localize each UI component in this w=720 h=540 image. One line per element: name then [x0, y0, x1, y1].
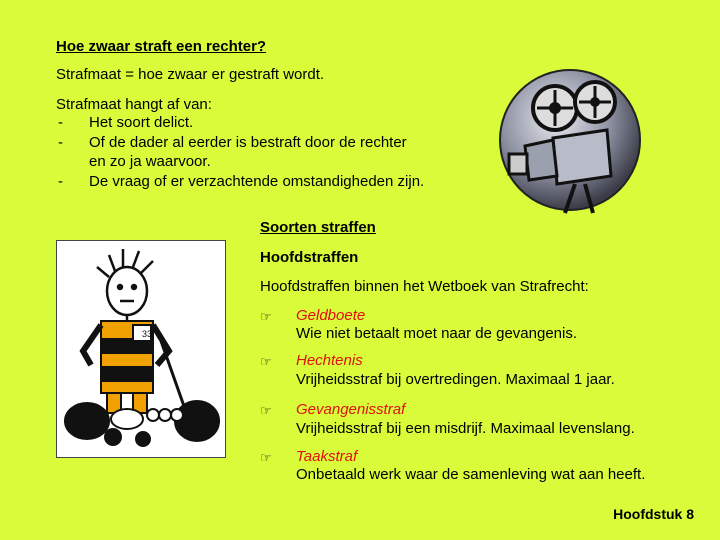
- punishment-desc: Wie niet betaalt moet naar de gevangenis.: [296, 325, 578, 342]
- punishment-desc: Onbetaald werk waar de samenleving wat aan heeft.: [296, 466, 646, 483]
- definition-text: Strafmaat = hoe zwaar er gestraft wordt.: [56, 66, 325, 83]
- film-camera-illustration: [495, 68, 645, 218]
- subsection-title: Hoofdstraffen: [260, 249, 359, 266]
- punishments-intro: Hoofdstraffen binnen het Wetboek van Strafrecht:: [260, 278, 589, 295]
- list-item-continued: en zo ja waarvoor.: [89, 153, 211, 170]
- list-dash: -: [58, 114, 63, 131]
- section-title: Soorten straffen: [260, 219, 376, 236]
- svg-text:33: 33: [142, 329, 153, 339]
- pointing-hand-icon: ☞: [260, 354, 272, 369]
- punishment-name: Taakstraf: [296, 448, 358, 465]
- pointing-hand-icon: ☞: [260, 309, 272, 324]
- depends-intro: Strafmaat hangt af van:: [56, 96, 212, 113]
- punishment-name: Geldboete: [296, 307, 366, 324]
- list-item: De vraag of er verzachtende omstandigheden zijn.: [89, 173, 425, 190]
- pointing-hand-icon: ☞: [260, 450, 272, 465]
- prisoner-kid-illustration: [56, 240, 226, 458]
- list-item: Of de dader al eerder is bestraft door de rechter: [89, 134, 407, 151]
- list-dash: -: [58, 173, 63, 190]
- pointing-hand-icon: ☞: [260, 403, 272, 418]
- punishment-desc: Vrijheidsstraf bij overtredingen. Maximaal 1 jaar.: [296, 371, 615, 388]
- chapter-footer: Hoofdstuk 8: [613, 506, 694, 522]
- punishment-name: Gevangenisstraf: [296, 401, 406, 418]
- punishment-name: Hechtenis: [296, 352, 363, 369]
- page-title: Hoe zwaar straft een rechter?: [56, 38, 267, 55]
- list-dash: -: [58, 134, 63, 151]
- list-item: Het soort delict.: [89, 114, 194, 131]
- punishment-desc: Vrijheidsstraf bij een misdrijf. Maximaal levenslang.: [296, 420, 635, 437]
